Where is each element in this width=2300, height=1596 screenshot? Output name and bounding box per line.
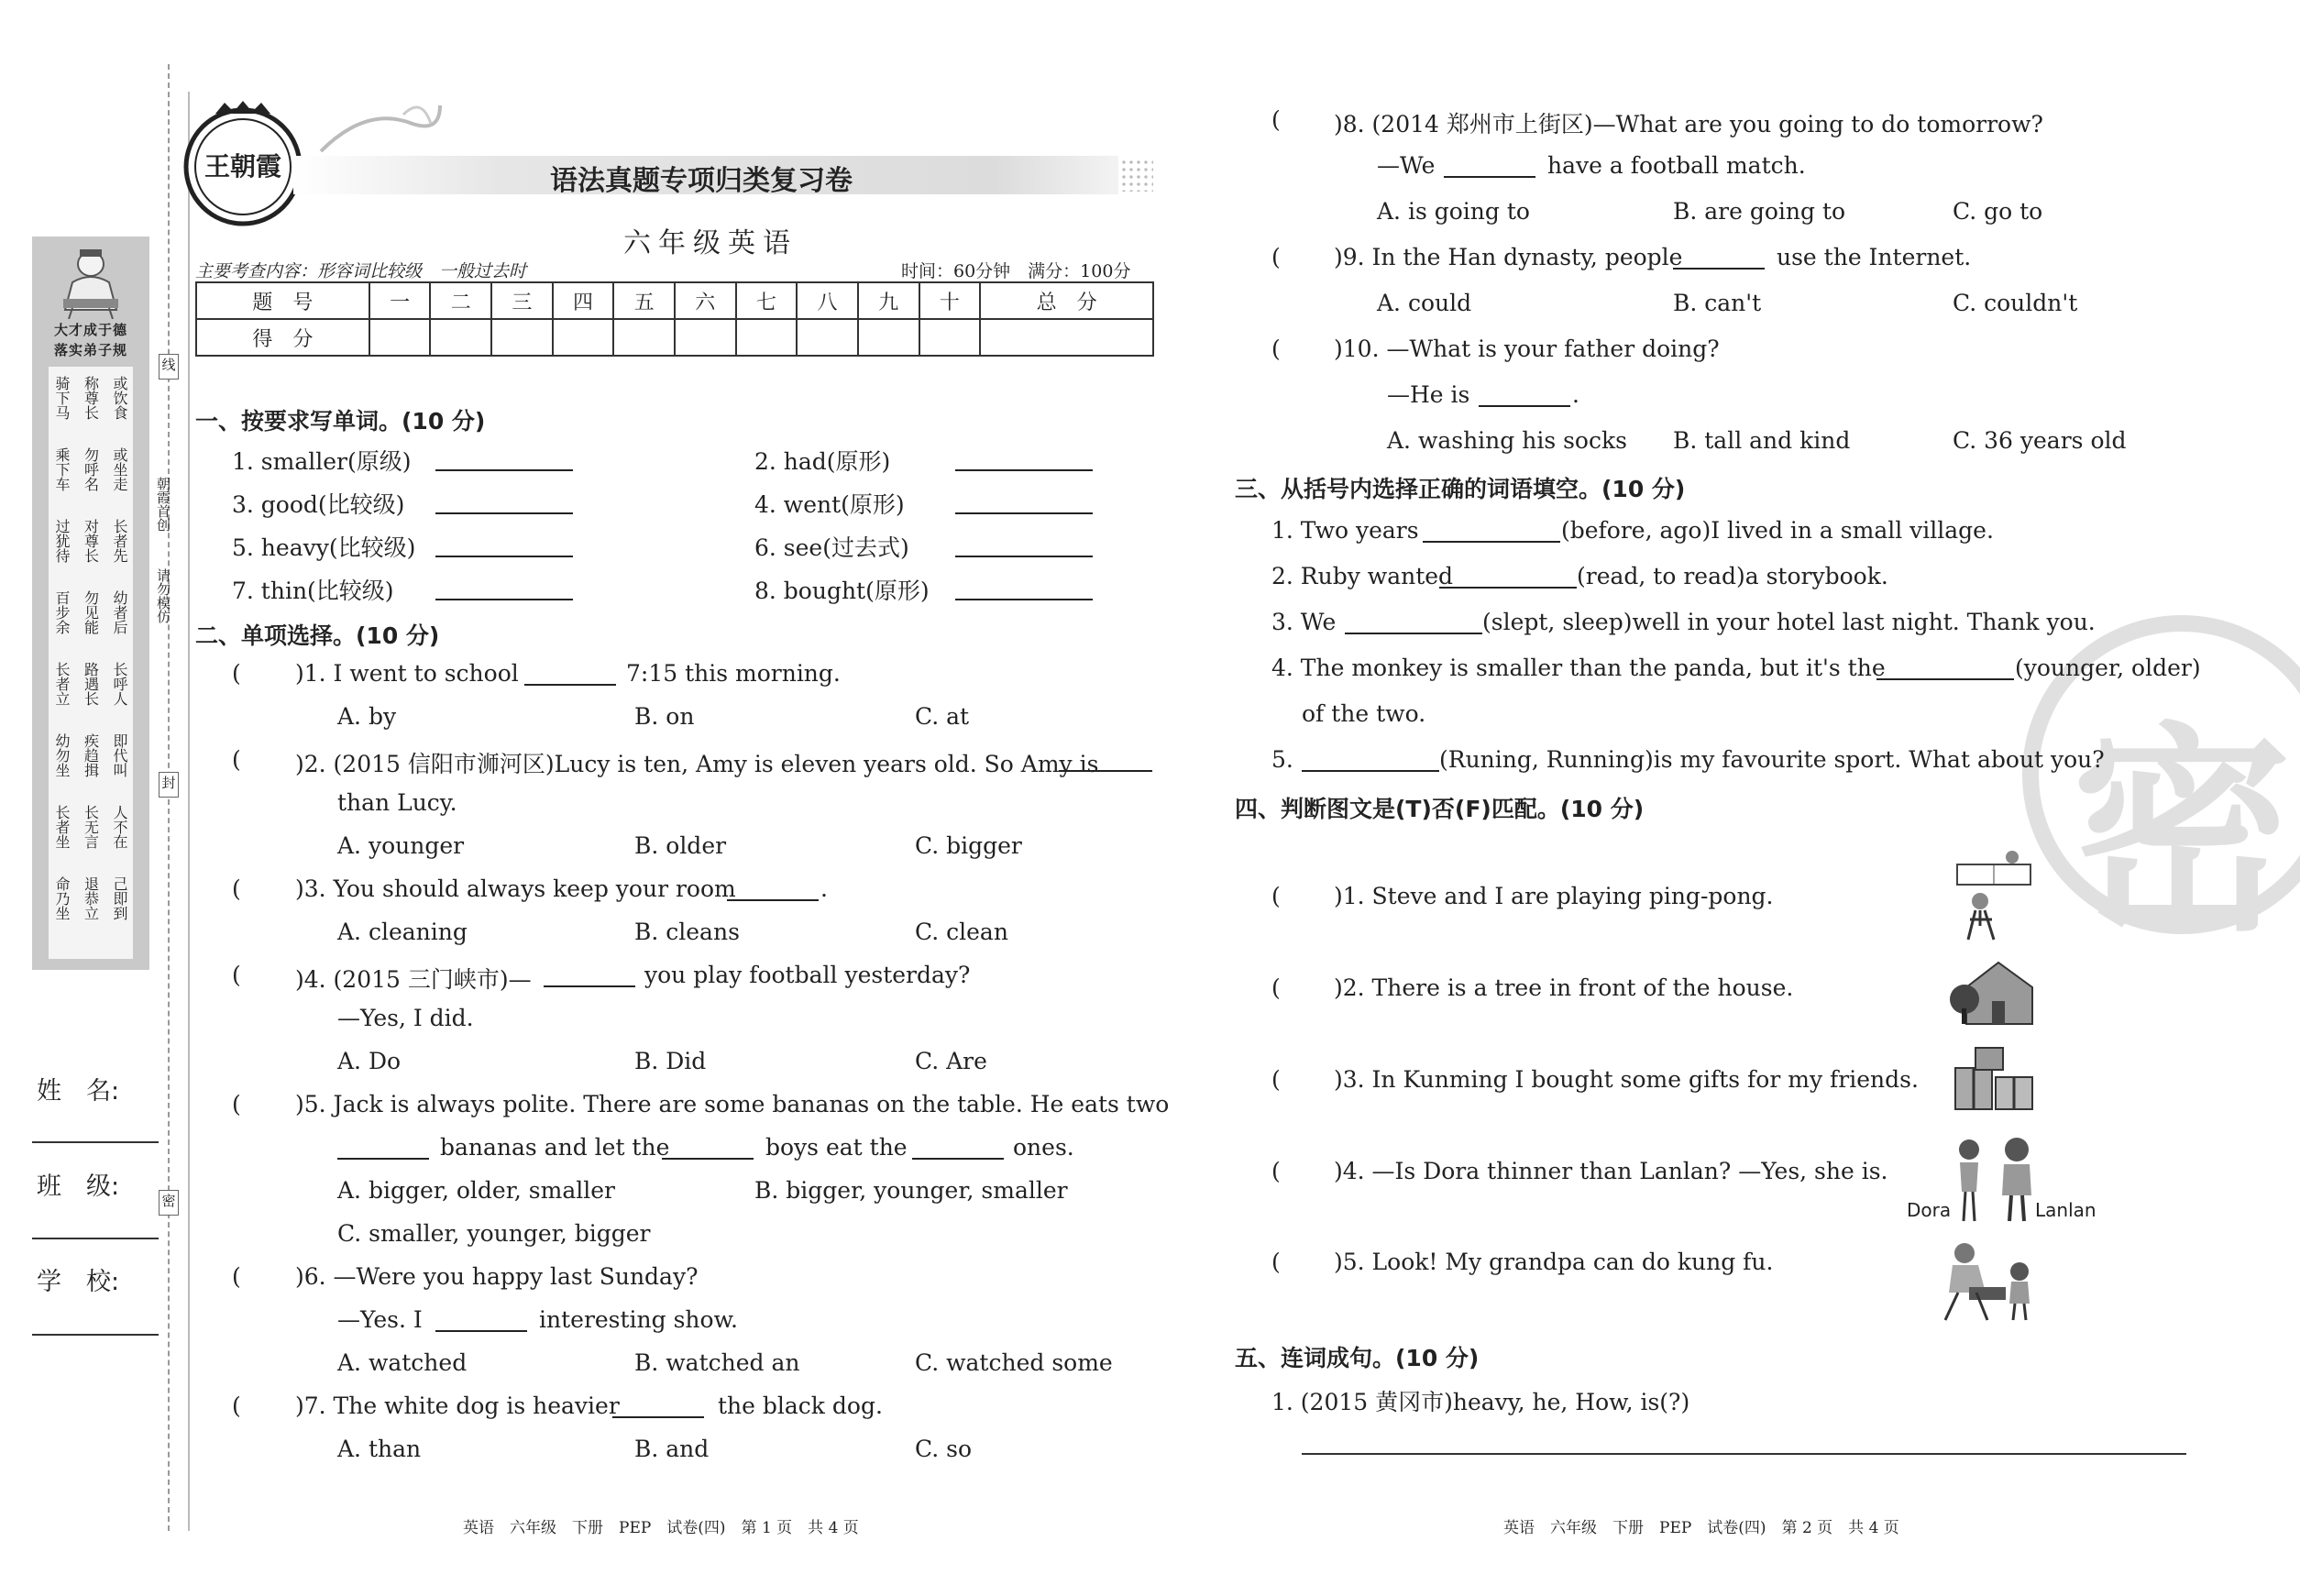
watermark-char: 密 bbox=[2072, 704, 2293, 961]
score-input-cell[interactable] bbox=[797, 319, 858, 356]
answer-paren[interactable]: ( bbox=[1271, 1066, 1281, 1093]
score-header-cell: 四 bbox=[553, 282, 614, 319]
section1-item: 4. went(原形) bbox=[754, 491, 905, 518]
option-q10: A. washing his socks bbox=[1387, 427, 1627, 454]
motto-top-1: 大才成于德 bbox=[53, 322, 127, 338]
option-q8: C. go to bbox=[1953, 198, 2043, 225]
section1-answer-blank[interactable] bbox=[955, 556, 1093, 557]
name-line[interactable] bbox=[32, 1141, 159, 1143]
s3-blank5[interactable] bbox=[1302, 770, 1439, 772]
score-input-cell[interactable] bbox=[491, 319, 553, 356]
motto-row bbox=[49, 372, 133, 444]
picture-label-lanlan: Lanlan bbox=[2035, 1199, 2096, 1221]
option-q4: A. Do bbox=[337, 1048, 402, 1074]
s3-item2: 2. Ruby wanted bbox=[1271, 563, 1454, 589]
q6-reply-end: interesting show. bbox=[539, 1306, 738, 1333]
score-header-cell: 六 bbox=[675, 282, 736, 319]
q6-reply: —Yes. I bbox=[337, 1306, 423, 1333]
score-input-cell[interactable] bbox=[613, 319, 675, 356]
option-q9: A. could bbox=[1377, 290, 1472, 316]
option-q3: A. cleaning bbox=[337, 919, 468, 945]
seal-mark-secret: 密 bbox=[159, 1190, 179, 1216]
section5-answer-line[interactable] bbox=[1302, 1453, 2186, 1455]
option-q7: A. than bbox=[337, 1436, 422, 1462]
q8-reply: —We bbox=[1377, 152, 1436, 179]
motto-phrase: 长无言 bbox=[82, 805, 100, 849]
q10-reply-end: . bbox=[1572, 381, 1579, 408]
picture-house-tree bbox=[1948, 955, 2040, 1029]
motto-row bbox=[49, 658, 133, 730]
picture-dora-lanlan bbox=[1943, 1137, 2044, 1224]
motto-phrase: 疾趋揖 bbox=[82, 733, 100, 777]
picture-kung-fu bbox=[1932, 1239, 2042, 1322]
section1-heading: 一、按要求写单词。(10 分) bbox=[195, 408, 486, 435]
section1-item: 6. see(过去式) bbox=[754, 534, 909, 561]
score-input-cell[interactable] bbox=[553, 319, 614, 356]
option-q1: B. on bbox=[634, 703, 695, 730]
q9-stem-end: use the Internet. bbox=[1777, 244, 1972, 270]
score-header-row bbox=[196, 282, 1153, 319]
banner-title: 语法真题专项归类复习卷 bbox=[550, 165, 853, 197]
option-q2: A. younger bbox=[337, 832, 465, 859]
s3-item4-cont: of the two. bbox=[1302, 700, 1426, 727]
option-q3: B. cleans bbox=[634, 919, 740, 945]
motto-phrase: 己即到 bbox=[111, 876, 128, 920]
answer-paren[interactable]: ( bbox=[1271, 336, 1281, 362]
section1-item: 8. bought(原形) bbox=[754, 578, 930, 604]
q7-blank[interactable] bbox=[612, 1416, 704, 1418]
class-line[interactable] bbox=[32, 1238, 159, 1239]
score-header-cell: 题 号 bbox=[196, 282, 369, 319]
scholar-figure bbox=[45, 246, 137, 319]
section2-heading: 二、单项选择。(10 分) bbox=[195, 622, 440, 649]
motto-phrase: 称尊长 bbox=[82, 376, 100, 420]
q1-blank[interactable] bbox=[524, 684, 616, 686]
motto-phrase: 勿见能 bbox=[82, 590, 100, 634]
section1-answer-blank[interactable] bbox=[955, 599, 1093, 600]
binding-solid-line bbox=[188, 92, 190, 1531]
q1-stem-end: 7:15 this morning. bbox=[626, 660, 841, 687]
motto-row bbox=[49, 515, 133, 587]
option-q6: A. watched bbox=[337, 1349, 468, 1376]
answer-paren[interactable]: ( bbox=[232, 1392, 241, 1419]
score-input-cell[interactable] bbox=[858, 319, 919, 356]
motto-row bbox=[49, 444, 133, 515]
score-header-cell: 十 bbox=[919, 282, 981, 319]
q5-stem-3: boys eat the bbox=[765, 1134, 908, 1161]
score-input-cell[interactable] bbox=[369, 319, 431, 356]
q8-stem: )8. (2014 郑州市上街区)—What are you going to do tomorrow? bbox=[1334, 111, 2043, 138]
motto-row bbox=[49, 873, 133, 944]
q5-blank-1[interactable] bbox=[337, 1158, 429, 1160]
q4-blank[interactable] bbox=[544, 985, 635, 987]
motto-row bbox=[49, 801, 133, 873]
ribbon-decoration bbox=[312, 96, 449, 160]
seal-mark-line: 线 bbox=[159, 354, 179, 380]
score-input-cell[interactable] bbox=[430, 319, 491, 356]
option-q2: C. bigger bbox=[915, 832, 1022, 859]
option-q4: C. Are bbox=[915, 1048, 987, 1074]
answer-paren[interactable]: ( bbox=[1271, 1249, 1281, 1275]
s3-item5-end: (Runing, Running)is my favourite sport. What about you? bbox=[1439, 746, 2105, 773]
s3-blank3[interactable] bbox=[1345, 633, 1482, 634]
motto-phrase: 长呼人 bbox=[111, 662, 128, 706]
q3-stem-end: . bbox=[820, 875, 828, 902]
option-q9: B. can't bbox=[1673, 290, 1762, 316]
section1-answer-blank[interactable] bbox=[955, 469, 1093, 471]
motto-phrase: 人不在 bbox=[111, 805, 128, 849]
q8-reply-end: have a football match. bbox=[1547, 152, 1806, 179]
section4-heading: 四、判断图文是(T)否(F)匹配。(10 分) bbox=[1235, 796, 1645, 822]
q7-stem-end: the black dog. bbox=[718, 1392, 883, 1419]
q1-stem: )1. I went to school bbox=[295, 660, 519, 687]
q4-stem-end: you play football yesterday? bbox=[644, 962, 971, 988]
section4-item: )2. There is a tree in front of the house. bbox=[1334, 974, 1794, 1001]
section1-answer-blank[interactable] bbox=[435, 512, 573, 514]
option-q1: A. by bbox=[337, 703, 397, 730]
option-q8: A. is going to bbox=[1377, 198, 1530, 225]
score-header-cell: 二 bbox=[430, 282, 491, 319]
motto-row bbox=[49, 730, 133, 801]
score-header-cell: 七 bbox=[736, 282, 798, 319]
option-q10: C. 36 years old bbox=[1953, 427, 2127, 454]
s3-item1: 1. Two years bbox=[1271, 517, 1419, 544]
s3-item4: 4. The monkey is smaller than the panda, but it's the bbox=[1271, 655, 1886, 681]
option-q7: C. so bbox=[915, 1436, 973, 1462]
section4-item: )4. —Is Dora thinner than Lanlan? —Yes, she is. bbox=[1334, 1158, 1888, 1184]
score-header-cell: 八 bbox=[797, 282, 858, 319]
picture-ping-pong bbox=[1948, 848, 2040, 944]
motto-phrase: 路遇长 bbox=[82, 662, 100, 706]
option-q5: B. bigger, younger, smaller bbox=[754, 1177, 1068, 1204]
section4-item: )5. Look! My grandpa can do kung fu. bbox=[1334, 1249, 1774, 1275]
score-header-cell: 一 bbox=[369, 282, 431, 319]
footer-left: 英语 六年级 下册 PEP 试卷(四) 第 1 页 共 4 页 bbox=[463, 1519, 859, 1537]
q5-blank-2[interactable] bbox=[662, 1158, 754, 1160]
option-q10: B. tall and kind bbox=[1673, 427, 1851, 454]
time-label: 时间：60分钟 满分：100分 bbox=[901, 261, 1131, 281]
section1-answer-blank[interactable] bbox=[435, 469, 573, 471]
section1-item: 7. thin(比较级) bbox=[232, 578, 394, 604]
s3-item5: 5. bbox=[1271, 746, 1293, 773]
score-value-row bbox=[196, 319, 1153, 356]
score-input-cell[interactable] bbox=[736, 319, 798, 356]
q5-stem: )5. Jack is always polite. There are some bananas on the table. He eats two bbox=[295, 1091, 1170, 1117]
q10-stem: )10. —What is your father doing? bbox=[1334, 336, 1720, 362]
q5-stem-2: bananas and let the bbox=[440, 1134, 670, 1161]
option-q8: B. are going to bbox=[1673, 198, 1846, 225]
q10-blank[interactable] bbox=[1479, 405, 1570, 407]
section1-item: 2. had(原形) bbox=[754, 448, 891, 475]
section1-answer-blank[interactable] bbox=[435, 599, 573, 600]
motto-phrase: 对尊长 bbox=[82, 519, 100, 563]
option-q5: C. smaller, younger, bigger bbox=[337, 1220, 651, 1247]
motto-phrase: 乘下车 bbox=[53, 447, 71, 491]
side-note-1: 朝霞首创 bbox=[155, 477, 171, 532]
answer-paren[interactable]: ( bbox=[232, 875, 241, 902]
s3-blank2[interactable] bbox=[1439, 587, 1577, 589]
motto-phrase: 过犹待 bbox=[53, 519, 71, 563]
score-header-cell: 三 bbox=[491, 282, 553, 319]
q3-stem: )3. You should always keep your room bbox=[295, 875, 736, 902]
motto-phrase: 长者立 bbox=[53, 662, 71, 706]
school-line[interactable] bbox=[32, 1334, 159, 1336]
answer-paren[interactable]: ( bbox=[232, 1091, 241, 1117]
binding-dashed-line bbox=[168, 64, 170, 1531]
q6-blank[interactable] bbox=[435, 1330, 527, 1332]
score-header-cell: 九 bbox=[858, 282, 919, 319]
motto-rows bbox=[49, 367, 133, 959]
motto-phrase: 百步余 bbox=[53, 590, 71, 634]
section4-item: )1. Steve and I are playing ping-pong. bbox=[1334, 883, 1774, 909]
option-q4: B. Did bbox=[634, 1048, 707, 1074]
q10-reply: —He is bbox=[1387, 381, 1470, 408]
answer-paren[interactable]: ( bbox=[1271, 974, 1281, 1001]
logo-emblem bbox=[179, 101, 307, 229]
seal-mark-seal: 封 bbox=[159, 772, 179, 798]
option-q9: C. couldn't bbox=[1953, 290, 2078, 316]
option-q5: A. bigger, older, smaller bbox=[337, 1177, 615, 1204]
q4-stem: )4. (2015 三门峡市)— bbox=[295, 966, 532, 993]
answer-paren[interactable]: ( bbox=[232, 1263, 241, 1290]
answer-paren[interactable]: ( bbox=[1271, 244, 1281, 270]
score-row-label: 得 分 bbox=[196, 319, 369, 356]
q2-blank[interactable] bbox=[1059, 770, 1152, 772]
motto-phrase: 长者坐 bbox=[53, 805, 71, 849]
answer-paren[interactable]: ( bbox=[232, 746, 241, 773]
s3-blank4[interactable] bbox=[1876, 678, 2014, 680]
motto-panel bbox=[32, 237, 149, 970]
s3-item3: 3. We bbox=[1271, 609, 1337, 635]
school-label: 学 校: bbox=[37, 1268, 120, 1296]
score-header-cell: 总 分 bbox=[980, 282, 1153, 319]
answer-paren[interactable]: ( bbox=[232, 660, 241, 687]
q5-blank-3[interactable] bbox=[912, 1158, 1004, 1160]
section1-item: 1. smaller(原级) bbox=[232, 448, 412, 475]
q2-stem: )2. (2015 信阳市浉河区)Lucy is ten, Amy is eleven years old. So Amy is bbox=[295, 751, 1099, 777]
section1-answer-blank[interactable] bbox=[435, 556, 573, 557]
answer-paren[interactable]: ( bbox=[1271, 883, 1281, 909]
answer-paren[interactable]: ( bbox=[232, 962, 241, 988]
q3-blank[interactable] bbox=[727, 899, 819, 901]
score-input-cell[interactable] bbox=[675, 319, 736, 356]
motto-phrase: 即代叫 bbox=[111, 733, 128, 777]
s3-item2-end: (read, to read)a storybook. bbox=[1577, 563, 1888, 589]
score-header-cell: 五 bbox=[613, 282, 675, 319]
motto-top-2: 落实弟子规 bbox=[53, 342, 127, 358]
q4-reply: —Yes, I did. bbox=[337, 1005, 474, 1031]
score-input-cell[interactable] bbox=[980, 319, 1153, 356]
s3-item4-end: (younger, older) bbox=[2015, 655, 2201, 681]
logo-text: 王朝霞 bbox=[204, 151, 282, 182]
picture-gifts bbox=[1948, 1040, 2040, 1114]
picture-label-dora: Dora bbox=[1907, 1199, 1952, 1221]
motto-phrase: 骑下马 bbox=[53, 376, 71, 420]
section1-answer-blank[interactable] bbox=[955, 512, 1093, 514]
motto-phrase: 退恭立 bbox=[82, 876, 100, 920]
q5-stem-4: ones. bbox=[1013, 1134, 1074, 1161]
option-q1: C. at bbox=[915, 703, 970, 730]
s3-item3-end: (slept, sleep)well in your hotel last night. Thank you. bbox=[1482, 609, 2096, 635]
class-label: 班 级: bbox=[37, 1172, 120, 1201]
content-label: 主要考查内容：形容词比较级 一般过去时 bbox=[195, 261, 527, 281]
q7-stem: )7. The white dog is heavier bbox=[295, 1392, 620, 1419]
banner-dots bbox=[1120, 159, 1153, 192]
q9-stem: )9. In the Han dynasty, people bbox=[1334, 244, 1683, 270]
section4-item: )3. In Kunming I bought some gifts for my friends. bbox=[1334, 1066, 1919, 1093]
option-q7: B. and bbox=[634, 1436, 710, 1462]
option-q6: C. watched some bbox=[915, 1349, 1113, 1376]
motto-phrase: 命乃坐 bbox=[53, 876, 71, 920]
motto-phrase: 长者先 bbox=[111, 519, 128, 563]
footer-right: 英语 六年级 下册 PEP 试卷(四) 第 2 页 共 4 页 bbox=[1503, 1519, 1899, 1537]
section1-item: 3. good(比较级) bbox=[232, 491, 405, 518]
section3-heading: 三、从括号内选择正确的词语填空。(10 分) bbox=[1235, 476, 1686, 502]
motto-phrase: 勿呼名 bbox=[82, 447, 100, 491]
motto-phrase: 幼者后 bbox=[111, 590, 128, 634]
motto-phrase: 或饮食 bbox=[111, 376, 128, 420]
answer-paren[interactable]: ( bbox=[1271, 1158, 1281, 1184]
section5-heading: 五、连词成句。(10 分) bbox=[1235, 1345, 1480, 1371]
option-q3: C. clean bbox=[915, 919, 1008, 945]
answer-paren[interactable]: ( bbox=[1271, 106, 1281, 133]
motto-row bbox=[49, 587, 133, 658]
q2-stem-end: than Lucy. bbox=[337, 789, 457, 816]
option-q2: B. older bbox=[634, 832, 727, 859]
motto-phrase: 幼勿坐 bbox=[53, 733, 71, 777]
name-label: 姓 名: bbox=[37, 1077, 120, 1106]
q8-blank[interactable] bbox=[1444, 176, 1535, 178]
section5-item1: 1. (2015 黄冈市)heavy, he, How, is(?) bbox=[1271, 1389, 1690, 1415]
side-note-2: 请勿模仿 bbox=[155, 568, 171, 623]
s3-item1-end: (before, ago)I lived in a small village. bbox=[1561, 517, 1994, 544]
s3-blank1[interactable] bbox=[1423, 541, 1560, 543]
score-input-cell[interactable] bbox=[919, 319, 981, 356]
section1-item: 5. heavy(比较级) bbox=[232, 534, 416, 561]
motto-phrase: 或坐走 bbox=[111, 447, 128, 491]
score-table bbox=[195, 281, 1154, 357]
subject-title: 六年级英语 bbox=[623, 227, 798, 259]
q9-blank[interactable] bbox=[1673, 268, 1765, 270]
option-q6: B. watched an bbox=[634, 1349, 800, 1376]
q6-stem: )6. —Were you happy last Sunday? bbox=[295, 1263, 699, 1290]
